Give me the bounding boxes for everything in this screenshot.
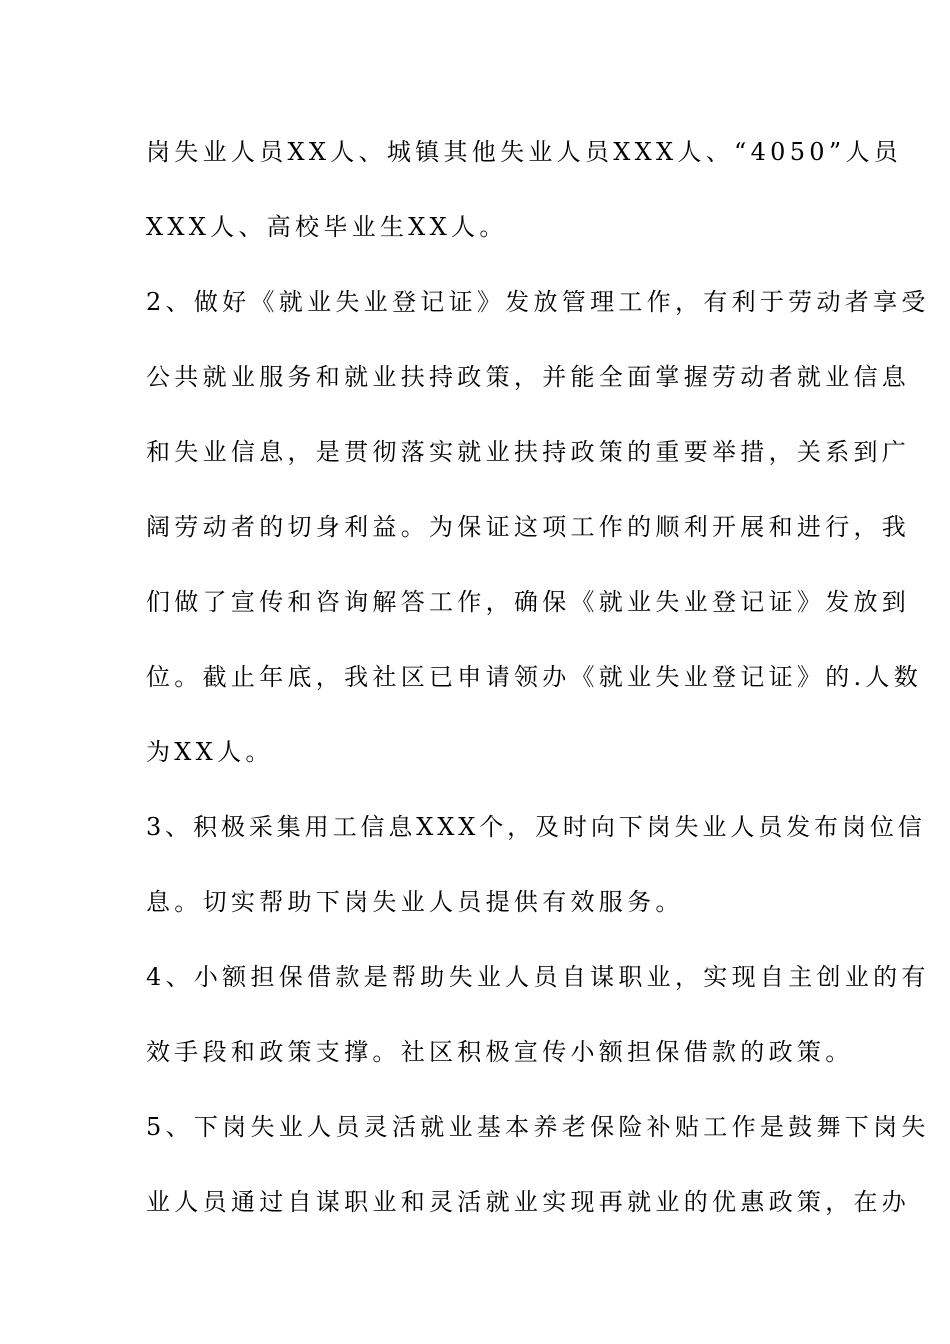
text-line: 效手段和政策支撑。社区积极宣传小额担保借款的政策。 — [146, 1038, 854, 1066]
text-line: 业人员通过自谋职业和灵活就业实现再就业的优惠政策，在办 — [146, 1188, 911, 1216]
text-line: 公共就业服务和就业扶持政策，并能全面掌握劳动者就业信息 — [146, 363, 911, 391]
text-line: 息。切实帮助下岗失业人员提供有效服务。 — [146, 888, 684, 916]
text-line: 们做了宣传和咨询解答工作，确保《就业失业登记证》发放到 — [146, 588, 911, 616]
text-line: XXX人、高校毕业生XX人。 — [146, 213, 508, 241]
paragraph-2-start: 2、做好《就业失业登记证》发放管理工作，有利于劳动者享受 — [146, 288, 930, 316]
text-line: 为XX人。 — [146, 738, 274, 766]
text-line: 阔劳动者的切身利益。为保证这项工作的顺利开展和进行，我 — [146, 513, 911, 541]
paragraph-5-start: 5、下岗失业人员灵活就业基本养老保险补贴工作是鼓舞下岗失 — [146, 1113, 930, 1141]
paragraph-4-start: 4、小额担保借款是帮助失业人员自谋职业，实现自主创业的有 — [146, 963, 930, 991]
text-line: 和失业信息，是贯彻落实就业扶持政策的重要举措，关系到广 — [146, 438, 911, 466]
text-line: 位。截止年底，我社区已申请领办《就业失业登记证》的.人数 — [146, 663, 923, 691]
text-line: 岗失业人员XX人、城镇其他失业人员XXX人、“4050”人员 — [146, 138, 903, 166]
paragraph-3-start: 3、积极采集用工信息XXX个，及时向下岗失业人员发布岗位信 — [146, 813, 926, 841]
